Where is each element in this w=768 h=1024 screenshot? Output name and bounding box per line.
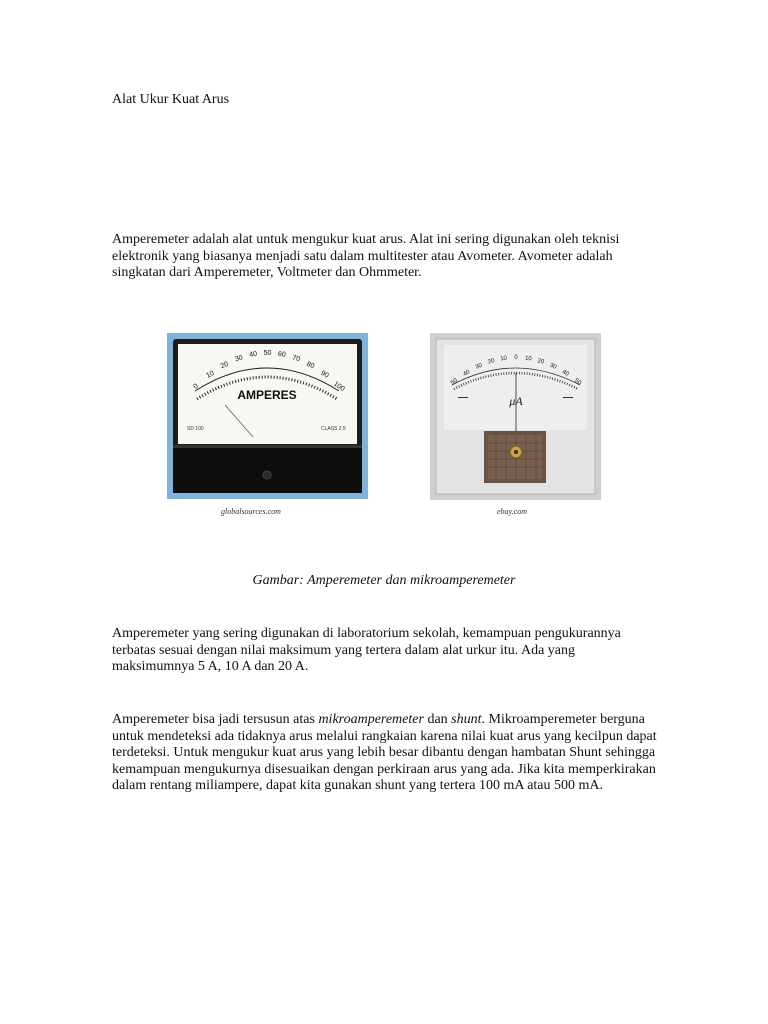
amperes-label: AMPERES [237, 388, 297, 402]
micro-dial-label-5: 0 [514, 355, 518, 361]
term-mikroamperemeter: mikroamperemeter [318, 712, 424, 727]
term-shunt: shunt [451, 712, 482, 727]
amperemeter-photo [167, 333, 368, 499]
paragraph-shunt-text-1: Amperemeter bisa jadi tersusun atas [112, 712, 319, 727]
microampere-label: μA [509, 394, 523, 408]
micro-dial-label-0: 50 [449, 377, 459, 387]
credit-ebay: ebay.com [497, 507, 527, 516]
dial-label-2: 20 [219, 360, 230, 371]
micro-dial-label-9: 40 [560, 369, 570, 378]
dial-label-3: 30 [234, 354, 244, 364]
micro-dial-label-3: 20 [487, 358, 496, 366]
dial-label-0: 0 [192, 382, 200, 391]
micro-dial-label-4: 10 [499, 355, 508, 363]
micro-dial-label-2: 30 [474, 362, 484, 371]
micro-dial-label-8: 30 [548, 362, 558, 371]
paragraph-shunt-text-2: dan [423, 712, 452, 727]
micro-dial-label-1: 40 [462, 369, 472, 378]
micro-dial-label-6: 10 [524, 355, 533, 363]
microamperemeter-photo [430, 333, 601, 500]
paragraph-definition: Amperemeter adalah alat untuk mengukur kuat arus. Alat ini sering digunakan oleh teknisi elektronik yang biasanya menjadi satu dalam multitester atau Avometer. Avometer adalah singkatan dari Amperemeter, Voltmeter dan Ohmmeter. [112, 232, 620, 281]
paragraph-shunt-text-3: . Mikroamperemeter berguna untuk mendeteksi ada tidaknya arus melalui rangkaian karena nilai kuat arus yang kecilpun dapat terdeteksi. Untuk mengukur kuat arus yang lebih besar dibantu dengan hambatan Shunt sehingga kemampuan mengukurnya disesuaikan dengan perkiraan arus yang ada. Jika kita memperkirakan dalam rentang miliampere, dapat kita gunakan shunt yang tertera 100 mA atau 500 mA. [112, 712, 657, 794]
dial-label-1: 10 [205, 369, 216, 380]
figure-caption: Gambar: Amperemeter dan mikroamperemeter [252, 573, 516, 588]
dial-label-8: 80 [305, 360, 316, 371]
dial-label-6: 60 [277, 350, 287, 359]
micro-dial-label-7: 20 [536, 358, 545, 366]
page-title: Alat Ukur Kuat Arus [112, 92, 230, 107]
dial-label-7: 70 [291, 354, 301, 364]
model-label: SD 100 [187, 426, 204, 432]
class-label: CLASS 2.5 [321, 426, 346, 432]
credit-globalsources: globalsources.com [221, 507, 281, 516]
dial-label-4: 40 [248, 350, 258, 359]
paragraph-laboratory: Amperemeter yang sering digunakan di laboratorium sekolah, kemampuan pengukurannya terbatas sesuai dengan nilai maksimum yang tertera dalam alat urkur itu. Ada yang maksimumnya 5 A, 10 A dan 20 A. [112, 626, 621, 675]
dial-label-5: 50 [263, 350, 272, 357]
micro-dial-label-10: 50 [573, 377, 583, 387]
paragraph-shunt [112, 712, 657, 795]
dial-label-9: 90 [319, 369, 330, 380]
dial-label-10: 100 [332, 380, 346, 393]
